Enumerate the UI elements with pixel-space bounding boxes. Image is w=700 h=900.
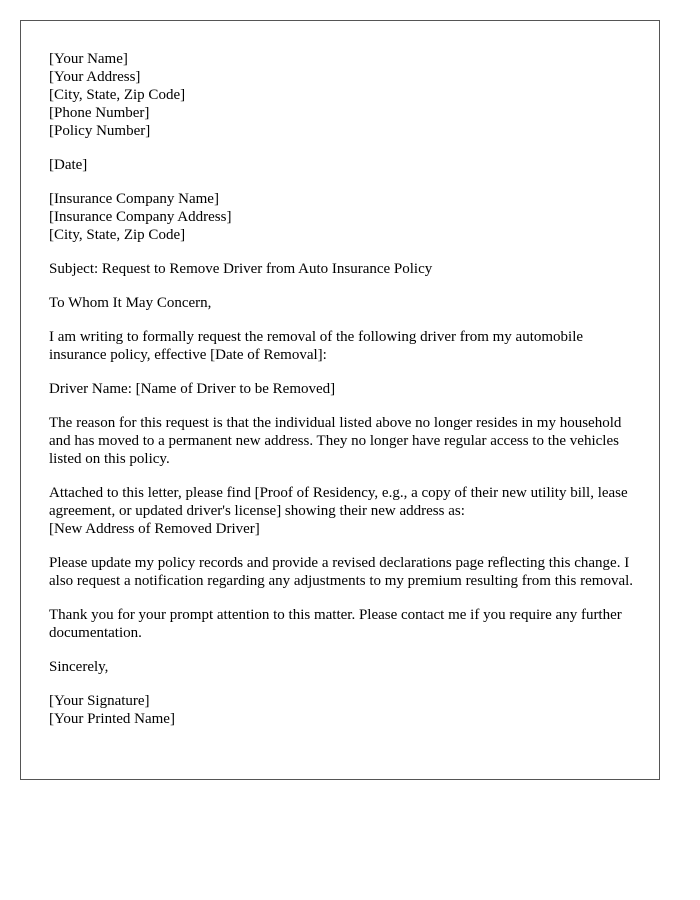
sender-address: [Your Address] bbox=[49, 69, 141, 85]
sender-block bbox=[49, 50, 631, 140]
subject-line: Subject: Request to Remove Driver from Auto Insurance Policy bbox=[49, 261, 433, 277]
greeting: To Whom It May Concern, bbox=[49, 295, 212, 311]
driver-name-line: Driver Name: [Name of Driver to be Removed] bbox=[49, 381, 336, 397]
reason-paragraph: The reason for this request is that the individual listed above no longer resides in my household and has moved to a permanent new address. They no longer have regular access to the vehicles listed on this policy. bbox=[49, 415, 622, 467]
recipient-city-state-zip: [City, State, Zip Code] bbox=[49, 227, 186, 243]
update-request-paragraph: Please update my policy records and provide a revised declarations page reflecting this change. I also request a notification regarding any adjustments to my premium resulting from this removal. bbox=[49, 555, 634, 589]
sender-policy-number: [Policy Number] bbox=[49, 123, 151, 139]
signature-block bbox=[49, 692, 631, 728]
printed-name: [Your Printed Name] bbox=[49, 711, 175, 727]
date-line: [Date] bbox=[49, 157, 88, 173]
thanks-paragraph: Thank you for your prompt attention to this matter. Please contact me if you require any further documentation. bbox=[49, 607, 622, 641]
recipient-company-name: [Insurance Company Name] bbox=[49, 191, 219, 207]
intro-paragraph: I am writing to formally request the removal of the following driver from my automobile insurance policy, effective [Date of Removal]: bbox=[49, 329, 584, 363]
new-address-line: [New Address of Removed Driver] bbox=[49, 521, 260, 537]
signature-line: [Your Signature] bbox=[49, 693, 150, 709]
sender-city-state-zip: [City, State, Zip Code] bbox=[49, 87, 186, 103]
closing: Sincerely, bbox=[49, 659, 109, 675]
recipient-block bbox=[49, 190, 631, 244]
recipient-company-address: [Insurance Company Address] bbox=[49, 209, 232, 225]
attachment-paragraph bbox=[49, 484, 634, 538]
sender-name: [Your Name] bbox=[49, 51, 128, 67]
letter-page bbox=[20, 20, 660, 780]
sender-phone: [Phone Number] bbox=[49, 105, 150, 121]
attachment-text: Attached to this letter, please find [Proof of Residency, e.g., a copy of their new utility bill, lease agreement, or updated driver's license] showing their new address as: bbox=[49, 485, 628, 519]
